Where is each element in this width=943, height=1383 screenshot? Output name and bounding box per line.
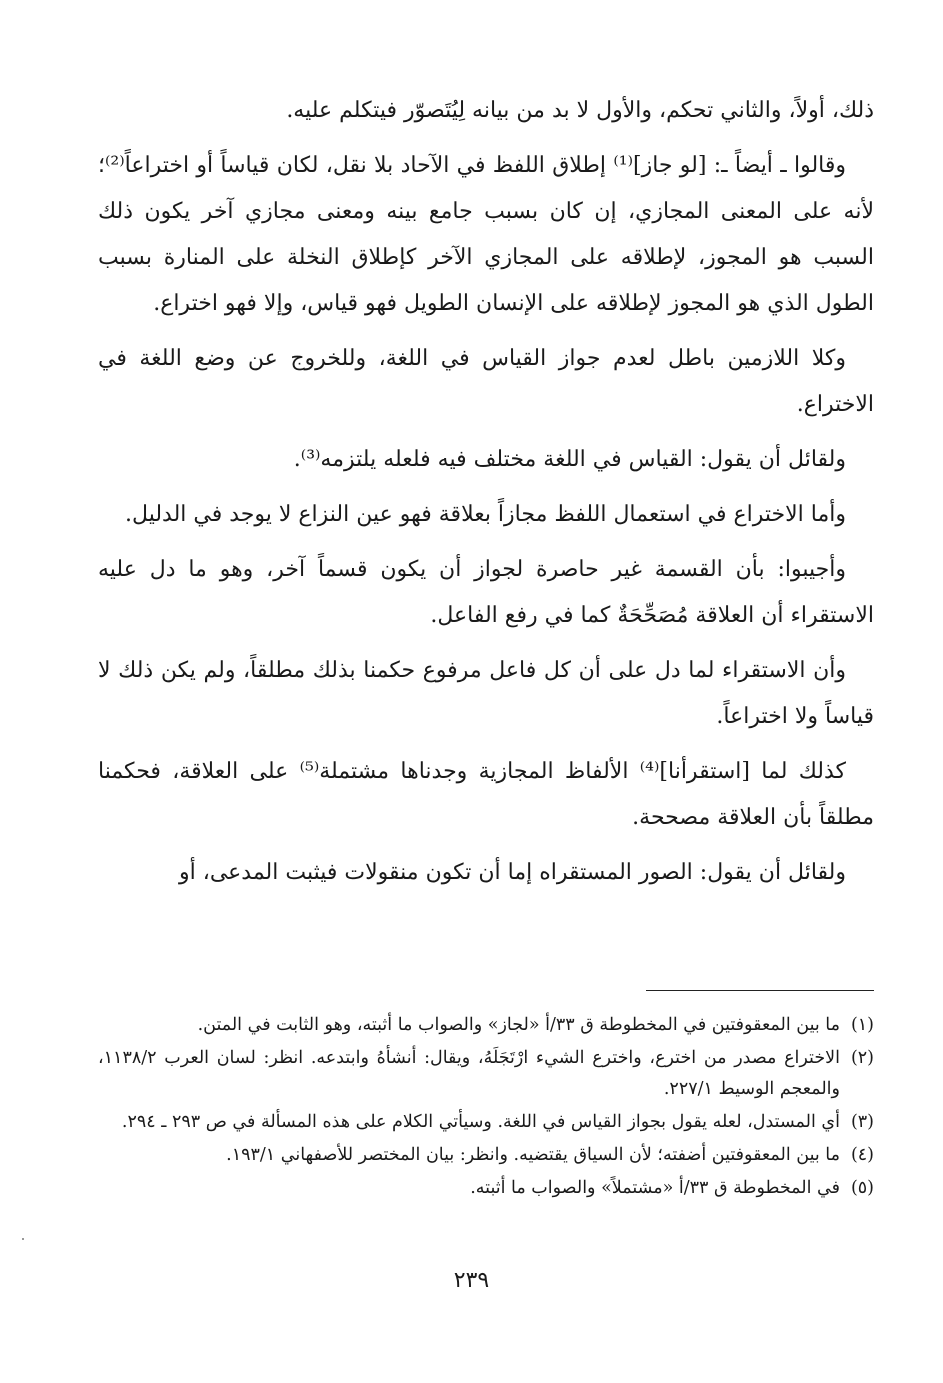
footnote-number: (٥) xyxy=(850,1178,874,1198)
footnote-1 xyxy=(98,1010,874,1041)
paragraph-1: ذلك، أولاً، والثاني تحكم، والأول لا بد من بيانه لِيُتَصوّر فيتكلم عليه. xyxy=(286,98,874,123)
footnote-text: ما بين المعقوفتين أضفته؛ لأن السياق يقتضيه. وانظر: بيان المختصر للأصفهاني ١٩٣/١. xyxy=(226,1145,840,1165)
footnote-number: (١) xyxy=(850,1015,874,1035)
footnotes xyxy=(98,1010,874,1206)
footnote-4 xyxy=(98,1140,874,1171)
paragraph-8: كذلك لما [استقرأنا]⁽⁴⁾ الألفاظ المجازية وجدناها مشتملة⁽⁵⁾ على العلاقة، فحكمنا مطلقاً بأن العلاقة مصححة. xyxy=(98,759,874,830)
footnote-text: ما بين المعقوفتين في المخطوطة ق ٣٣/أ «لجاز» والصواب ما أثبته، وهو الثابت في المتن. xyxy=(197,1015,840,1035)
paragraph-2: وقالوا ـ أيضاً ـ: [لو جاز]⁽¹⁾ إطلاق اللفظ في الآحاد بلا نقل، لكان قياساً أو اختراعاً⁽²⁾؛ لأنه على المعنى المجازي، إن كان بسبب جامع بينه ومعنى مجازي آخر يكون ذلك السبب هو المجوز، لإطلاقه على المجازي الآخر كإطلاق النخلة على المنارة بسبب الطول الذي هو المجوز لإطلاقه على الإنسان الطويل فهو قياس، وإلا فهو اختراع. xyxy=(98,153,874,316)
footnote-number: (٤) xyxy=(850,1145,874,1165)
footnote-2 xyxy=(98,1043,874,1105)
paragraph-6: وأجيبوا: بأن القسمة غير حاصرة لجواز أن يكون قسماً آخر، وهو ما دل عليه الاستقراء أن العلاقة مُصَحِّحَةٌ كما في رفع الفاعل. xyxy=(98,557,874,628)
footnote-text: في المخطوطة ق ٣٣/أ «مشتملاً» والصواب ما أثبته. xyxy=(470,1178,840,1198)
footnote-number: (٢) xyxy=(850,1048,874,1068)
footnote-3 xyxy=(98,1107,874,1138)
footnote-text: أي المستدل، لعله يقول بجواز القياس في اللغة. وسيأتي الكلام على هذه المسألة في ص ٢٩٣ ـ ٢٩٤. xyxy=(121,1112,840,1132)
footnote-number: (٣) xyxy=(850,1112,874,1132)
main-body-text xyxy=(98,88,874,905)
footnote-5 xyxy=(98,1173,874,1204)
page-number: ٢٣٩ xyxy=(453,1268,490,1293)
paragraph-4: ولقائل أن يقول: القياس في اللغة مختلف فيه فلعله يلتزمه⁽³⁾. xyxy=(293,447,846,472)
paragraph-3: وكلا اللازمين باطل لعدم جواز القياس في اللغة، وللخروج عن وضع اللغة في الاختراع. xyxy=(98,346,874,417)
margin-speck xyxy=(22,1238,24,1240)
footnote-text: الاختراع مصدر من اخترع، واخترع الشيء ارْتَجَلَهُ، ويقال: أنشأهُ وابتدعه. انظر: لسان العرب ١١٣٨/٢، والمعجم الوسيط ٢٢٧/١. xyxy=(98,1048,840,1099)
paragraph-7: وأن الاستقراء لما دل على أن كل فاعل مرفوع حكمنا بذلك مطلقاً، ولم يكن ذلك لا قياساً ولا اختراعاً. xyxy=(98,658,874,729)
paragraph-5: وأما الاختراع في استعمال اللفظ مجازاً بعلاقة فهو عين النزاع لا يوجد في الدليل. xyxy=(125,502,846,527)
footnote-divider xyxy=(646,990,874,991)
paragraph-9: ولقائل أن يقول: الصور المستقراه إما أن تكون منقولات فيثبت المدعى، أو xyxy=(179,860,846,885)
